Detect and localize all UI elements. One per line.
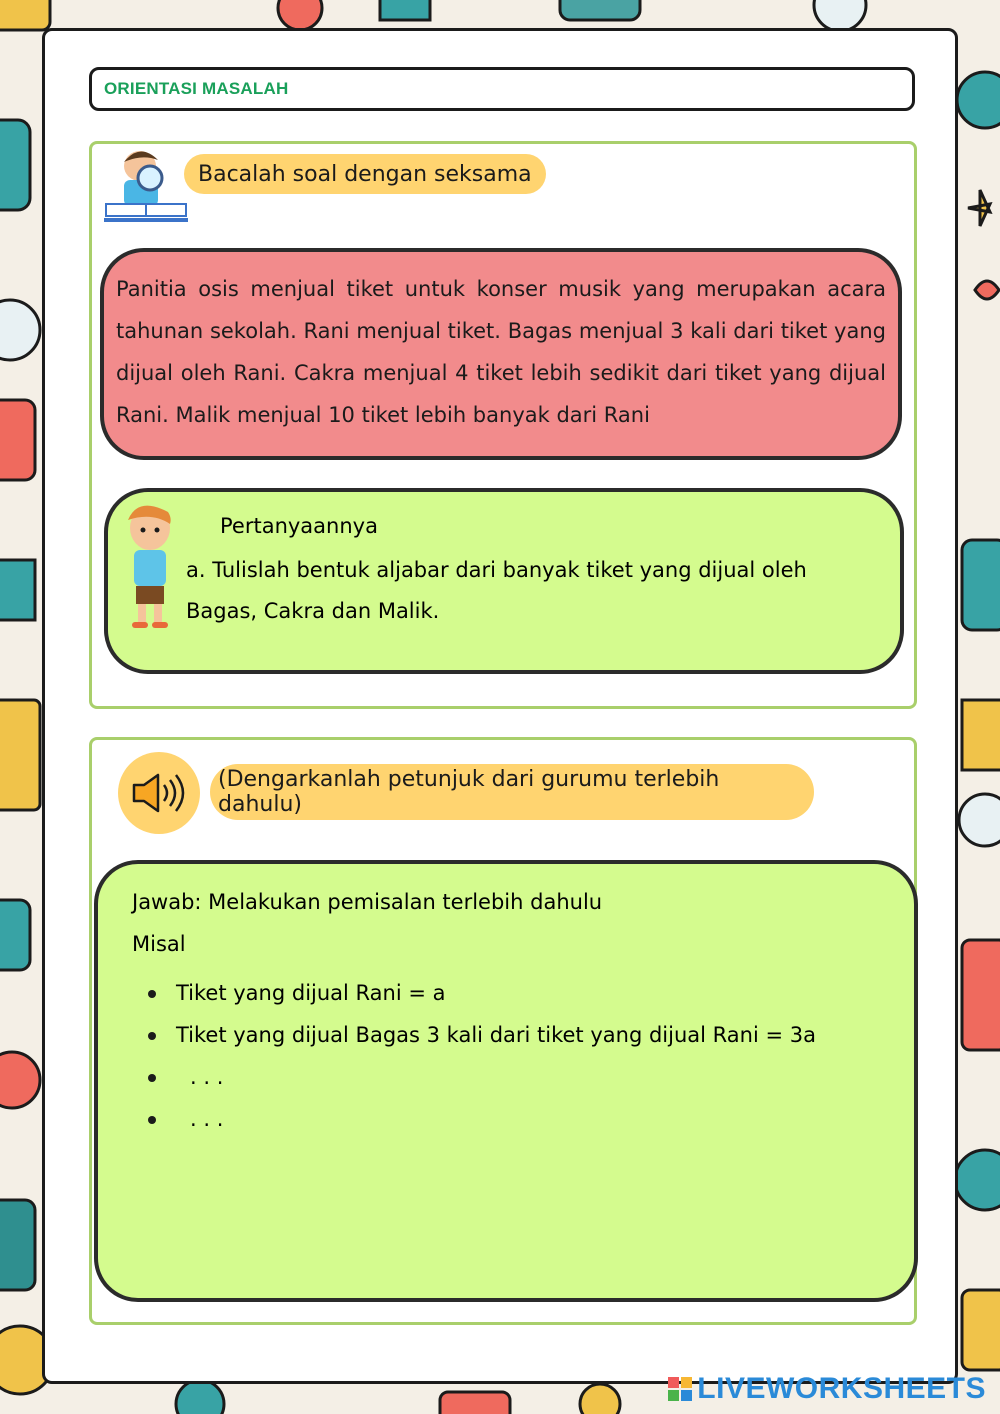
problem-text: Panitia osis menjual tiket untuk konser musik yang merupakan acara tahunan sekolah. Rani menjual tiket. Bagas menjual 3 kali dari tiket yang dijual oleh Rani. Cakra menjual 4 tiket lebih sedikit dari tiket yang dijual Rani. Malik menjual 10 tiket lebih banyak dari Rani: [116, 277, 886, 427]
list-item[interactable]: [132, 1056, 816, 1098]
listen-section: [89, 737, 917, 1325]
list-item: [132, 1014, 816, 1056]
bullet-icon: [148, 990, 156, 998]
read-instruction-pill: [184, 154, 546, 194]
liveworksheets-mark-icon: [667, 1376, 693, 1402]
reading-boy-icon: [102, 146, 192, 228]
answer-blank[interactable]: . . .: [190, 1065, 224, 1089]
worksheet-page: [42, 28, 958, 1384]
liveworksheets-logo[interactable]: [667, 1372, 986, 1406]
list-item: [132, 972, 816, 1014]
read-section: [89, 141, 917, 709]
header-title: ORIENTASI MASALAH: [104, 79, 289, 98]
thinking-boy-icon: [116, 500, 184, 632]
bullet-icon: [148, 1074, 156, 1082]
answer-box: [94, 860, 918, 1302]
problem-statement-box: [100, 248, 902, 460]
brand-text: LIVEWORKSHEETS: [697, 1372, 986, 1405]
bullet-icon: [148, 1116, 156, 1124]
question-title: Pertanyaannya: [220, 514, 378, 538]
misal-label: Misal: [132, 932, 186, 956]
listen-instruction-pill: [210, 764, 814, 820]
answer-intro: Jawab: Melakukan pemisalan terlebih dahulu: [132, 890, 603, 914]
speaker-icon: [130, 771, 188, 815]
bullet-icon: [148, 1032, 156, 1040]
question-box: [104, 488, 904, 674]
question-text: a. Tulislah bentuk aljabar dari banyak tiket yang dijual oleh Bagas, Cakra dan Malik.: [186, 558, 807, 623]
answer-blank[interactable]: . . .: [190, 1107, 224, 1131]
list-item-text: Tiket yang dijual Bagas 3 kali dari tiket yang dijual Rani = 3a: [176, 1023, 816, 1047]
read-instruction-text: Bacalah soal dengan seksama: [198, 161, 532, 187]
list-item[interactable]: [132, 1098, 816, 1140]
answer-list: [132, 972, 816, 1140]
listen-instruction-text: (Dengarkanlah petunjuk dari gurumu terlebih dahulu): [218, 767, 720, 817]
header-box: [89, 67, 915, 111]
speaker-button[interactable]: [118, 752, 200, 834]
list-item-text: Tiket yang dijual Rani = a: [176, 981, 446, 1005]
